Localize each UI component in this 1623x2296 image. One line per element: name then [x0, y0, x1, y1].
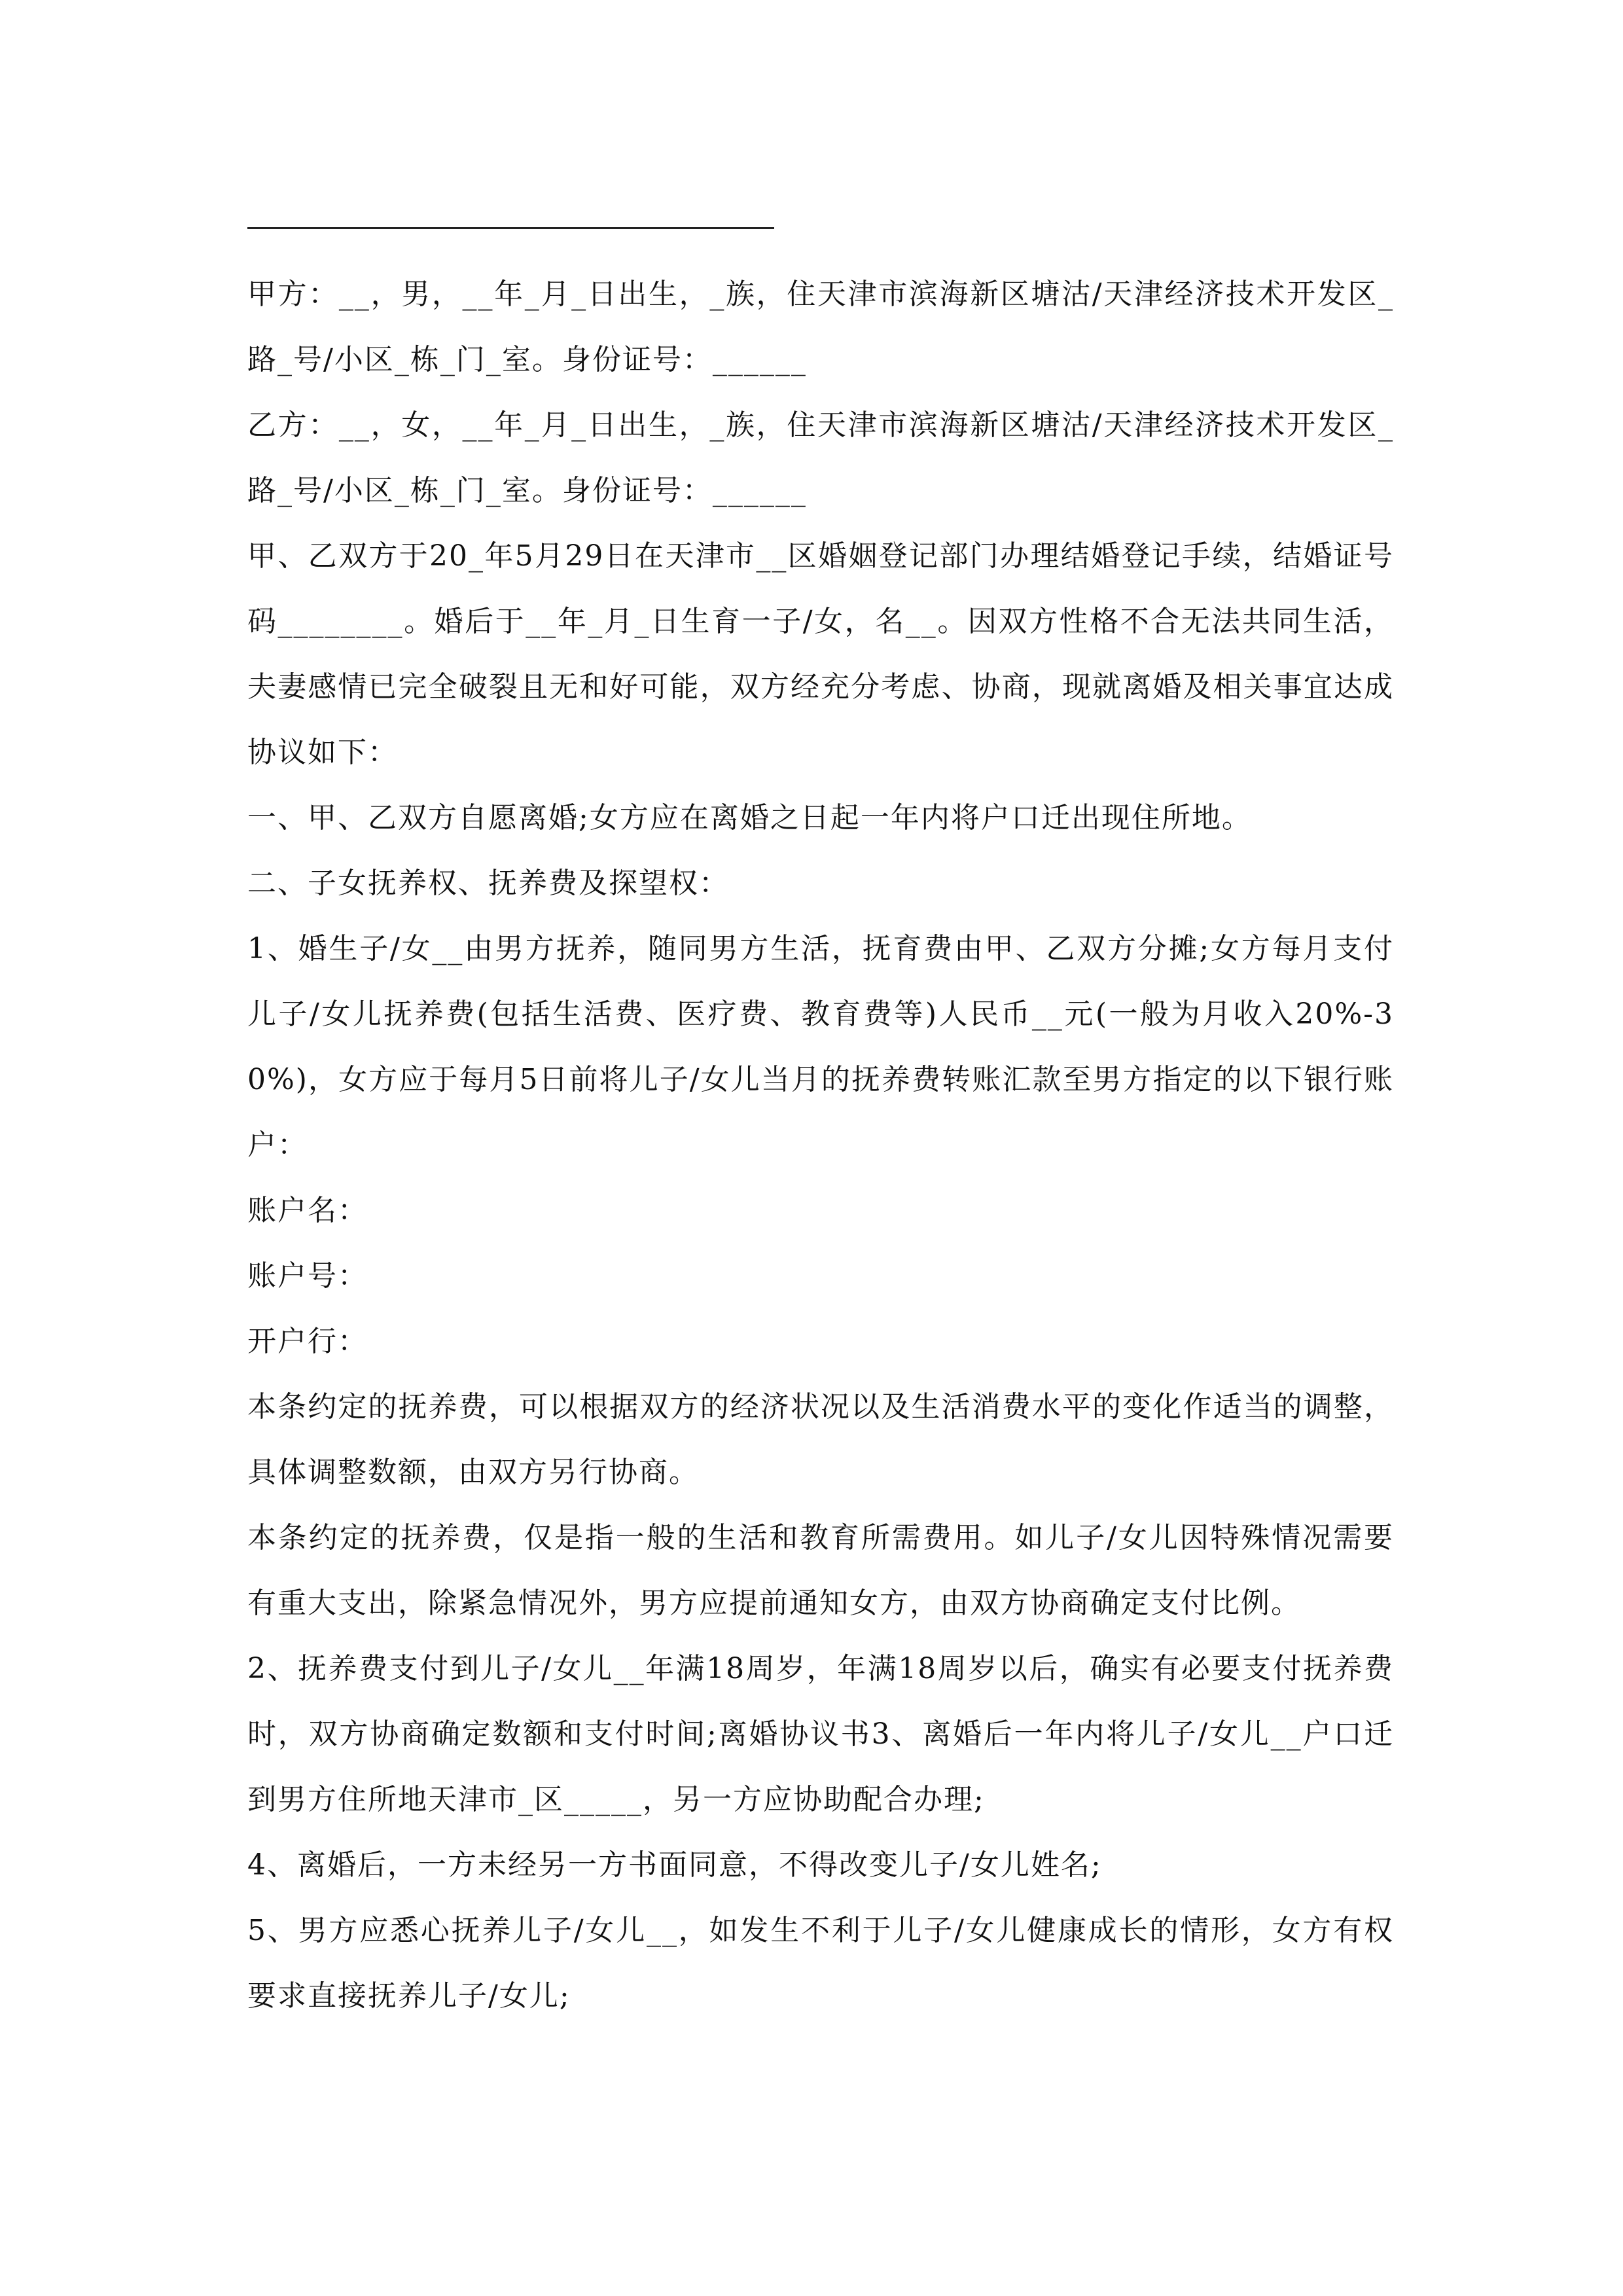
- clause-2-heading: 二、子女抚养权、抚养费及探望权：: [247, 867, 729, 900]
- account-number-line: 账户号：: [247, 1259, 368, 1293]
- account-name-line: 账户名：: [247, 1194, 368, 1227]
- clause-2-item-1: 1、婚生子/女__由男方抚养，随同男方生活，抚育费由甲、乙双方分摊;女方每月支付儿子/女儿抚养费(包括生活费、医疗费、教育费等)人民币__元(一般为月收入20%-30%)，女方应于每月5日前将儿子/女儿当月的抚养费转账汇款至男方指定的以下银行账户：: [247, 932, 1394, 1162]
- clause-2-item-2-3: 2、抚养费支付到儿子/女儿__年满18周岁，年满18周岁以后，确实有必要支付抚养费时，双方协商确定数额和支付时间;离婚协议书3、离婚后一年内将儿子/女儿__户口迁到男方住所地天津市_区_____，另一方应协助配合办理;: [247, 1652, 1394, 1816]
- clause-1: 一、甲、乙双方自愿离婚;女方应在离婚之日起一年内将户口迁出现住所地。: [247, 801, 1252, 834]
- bank-branch-line: 开户行：: [247, 1325, 368, 1358]
- top-rule-line: [247, 227, 774, 229]
- party-b-info: 乙方：__，女，__年_月_日出生，_族，住天津市滨海新区塘沽/天津经济技术开发区_路_号/小区_栋_门_室。身份证号：______: [247, 408, 1394, 507]
- clause-2-item-4: 4、离婚后，一方未经另一方书面同意，不得改变儿子/女儿姓名;: [247, 1848, 1102, 1882]
- document-body: [247, 262, 1394, 2029]
- party-a-info: 甲方：__，男，__年_月_日出生，_族，住天津市滨海新区塘沽/天津经济技术开发区_路_号/小区_栋_门_室。身份证号：______: [247, 278, 1394, 376]
- marriage-background: 甲、乙双方于20_年5月29日在天津市__区婚姻登记部门办理结婚登记手续，结婚证号码________。婚后于__年_月_日生育一子/女，名__。因双方性格不合无法共同生活，夫妻感情已完全破裂且无和好可能，双方经充分考虑、协商，现就离婚及相关事宜达成协议如下：: [247, 539, 1394, 769]
- support-adjustment-note: 本条约定的抚养费，可以根据双方的经济状况以及生活消费水平的变化作适当的调整，具体调整数额，由双方另行协商。: [247, 1390, 1394, 1489]
- clause-2-item-5: 5、男方应悉心抚养儿子/女儿__，如发生不利于儿子/女儿健康成长的情形，女方有权要求直接抚养儿子/女儿;: [247, 1914, 1394, 2013]
- support-scope-note: 本条约定的抚养费，仅是指一般的生活和教育所需费用。如儿子/女儿因特殊情况需要有重大支出，除紧急情况外，男方应提前通知女方，由双方协商确定支付比例。: [247, 1521, 1394, 1620]
